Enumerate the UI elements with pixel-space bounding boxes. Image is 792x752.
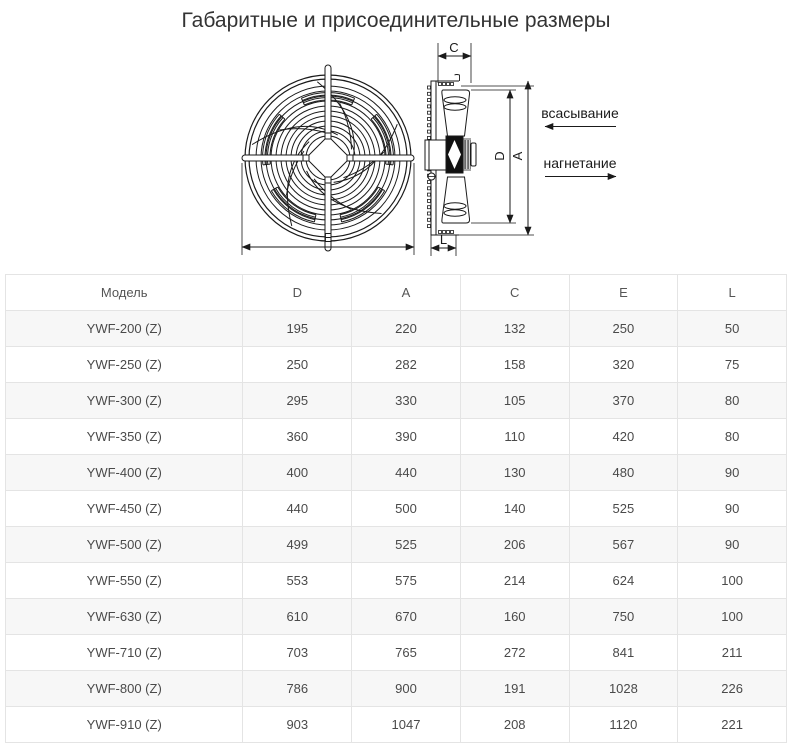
col-header-D: D — [243, 275, 352, 311]
cell-value: 330 — [352, 383, 461, 419]
fan-front-view — [242, 65, 414, 255]
cell-value: 105 — [460, 383, 569, 419]
cell-value: 226 — [678, 671, 787, 707]
cell-model: YWF-250 (Z) — [6, 347, 243, 383]
cell-value: 250 — [243, 347, 352, 383]
cell-value: 90 — [678, 455, 787, 491]
cell-value: 100 — [678, 563, 787, 599]
cell-value: 1047 — [352, 707, 461, 743]
motor-ribs — [464, 140, 470, 169]
cell-model: YWF-710 (Z) — [6, 635, 243, 671]
cell-value: 370 — [569, 383, 678, 419]
suction-label: всасывание — [541, 105, 619, 121]
cell-model: YWF-400 (Z) — [6, 455, 243, 491]
cell-value: 440 — [243, 491, 352, 527]
cell-value: 480 — [569, 455, 678, 491]
cell-value: 703 — [243, 635, 352, 671]
cell-value: 320 — [569, 347, 678, 383]
cell-value: 624 — [569, 563, 678, 599]
table-header-row — [6, 275, 787, 311]
cell-value: 208 — [460, 707, 569, 743]
cell-value: 211 — [678, 635, 787, 671]
cell-value: 420 — [569, 419, 678, 455]
cell-value: 500 — [352, 491, 461, 527]
cell-value: 295 — [243, 383, 352, 419]
cell-model: YWF-350 (Z) — [6, 419, 243, 455]
cell-value: 221 — [678, 707, 787, 743]
dim-label-A: A — [510, 151, 525, 161]
table-row — [6, 455, 787, 491]
table-row — [6, 383, 787, 419]
spec-table-body — [6, 311, 787, 743]
cell-value: 90 — [678, 491, 787, 527]
fan-dimensions-diagram — [228, 36, 648, 268]
cell-value: 525 — [569, 491, 678, 527]
dim-label-C: C — [449, 40, 459, 55]
table-row — [6, 347, 787, 383]
cell-model: YWF-910 (Z) — [6, 707, 243, 743]
table-row — [6, 599, 787, 635]
cell-value: 80 — [678, 419, 787, 455]
hub — [303, 133, 353, 183]
cell-value: 160 — [460, 599, 569, 635]
cell-value: 100 — [678, 599, 787, 635]
cell-value: 610 — [243, 599, 352, 635]
cell-value: 786 — [243, 671, 352, 707]
cell-value: 282 — [352, 347, 461, 383]
dim-label-L: L — [439, 232, 448, 247]
cell-value: 206 — [460, 527, 569, 563]
cell-value: 400 — [243, 455, 352, 491]
fan-drawing-svg — [228, 36, 648, 268]
cell-value: 110 — [460, 419, 569, 455]
cell-value: 499 — [243, 527, 352, 563]
col-header-C: C — [460, 275, 569, 311]
table-row — [6, 311, 787, 347]
dimensions-table — [5, 274, 787, 743]
cell-value: 750 — [569, 599, 678, 635]
cell-value: 272 — [460, 635, 569, 671]
cell-value: 1028 — [569, 671, 678, 707]
cell-value: 900 — [352, 671, 461, 707]
cell-value: 567 — [569, 527, 678, 563]
cell-value: 553 — [243, 563, 352, 599]
table-row — [6, 671, 787, 707]
cell-value: 903 — [243, 707, 352, 743]
col-header-A: A — [352, 275, 461, 311]
cell-value: 841 — [569, 635, 678, 671]
cell-value: 130 — [460, 455, 569, 491]
discharge-label: нагнетание — [543, 155, 617, 171]
cell-model: YWF-550 (Z) — [6, 563, 243, 599]
table-row — [6, 419, 787, 455]
cell-value: 390 — [352, 419, 461, 455]
cell-value: 670 — [352, 599, 461, 635]
cell-value: 50 — [678, 311, 787, 347]
cell-value: 525 — [352, 527, 461, 563]
cell-model: YWF-300 (Z) — [6, 383, 243, 419]
cell-value: 765 — [352, 635, 461, 671]
cell-value: 440 — [352, 455, 461, 491]
table-row — [6, 635, 787, 671]
cell-value: 220 — [352, 311, 461, 347]
table-row — [6, 491, 787, 527]
cell-value: 132 — [460, 311, 569, 347]
dim-label-D: D — [492, 151, 507, 161]
cell-value: 575 — [352, 563, 461, 599]
cell-value: 75 — [678, 347, 787, 383]
cell-value: 360 — [243, 419, 352, 455]
cell-model: YWF-450 (Z) — [6, 491, 243, 527]
page-title: Габаритные и присоединительные размеры — [181, 9, 611, 32]
cell-model: YWF-500 (Z) — [6, 527, 243, 563]
fan-side-view — [425, 43, 534, 256]
cell-model: YWF-800 (Z) — [6, 671, 243, 707]
cell-value: 90 — [678, 527, 787, 563]
cell-value: 80 — [678, 383, 787, 419]
table-row — [6, 563, 787, 599]
col-header-E: E — [569, 275, 678, 311]
table-row — [6, 707, 787, 743]
cell-model: YWF-200 (Z) — [6, 311, 243, 347]
cell-value: 195 — [243, 311, 352, 347]
cell-model: YWF-630 (Z) — [6, 599, 243, 635]
col-header-model: Модель — [6, 275, 243, 311]
col-header-L: L — [678, 275, 787, 311]
cell-value: 1120 — [569, 707, 678, 743]
dim-label-E: E — [323, 230, 333, 245]
cell-value: 140 — [460, 491, 569, 527]
cell-value: 191 — [460, 671, 569, 707]
cell-value: 250 — [569, 311, 678, 347]
cell-value: 214 — [460, 563, 569, 599]
table-row — [6, 527, 787, 563]
cell-value: 158 — [460, 347, 569, 383]
